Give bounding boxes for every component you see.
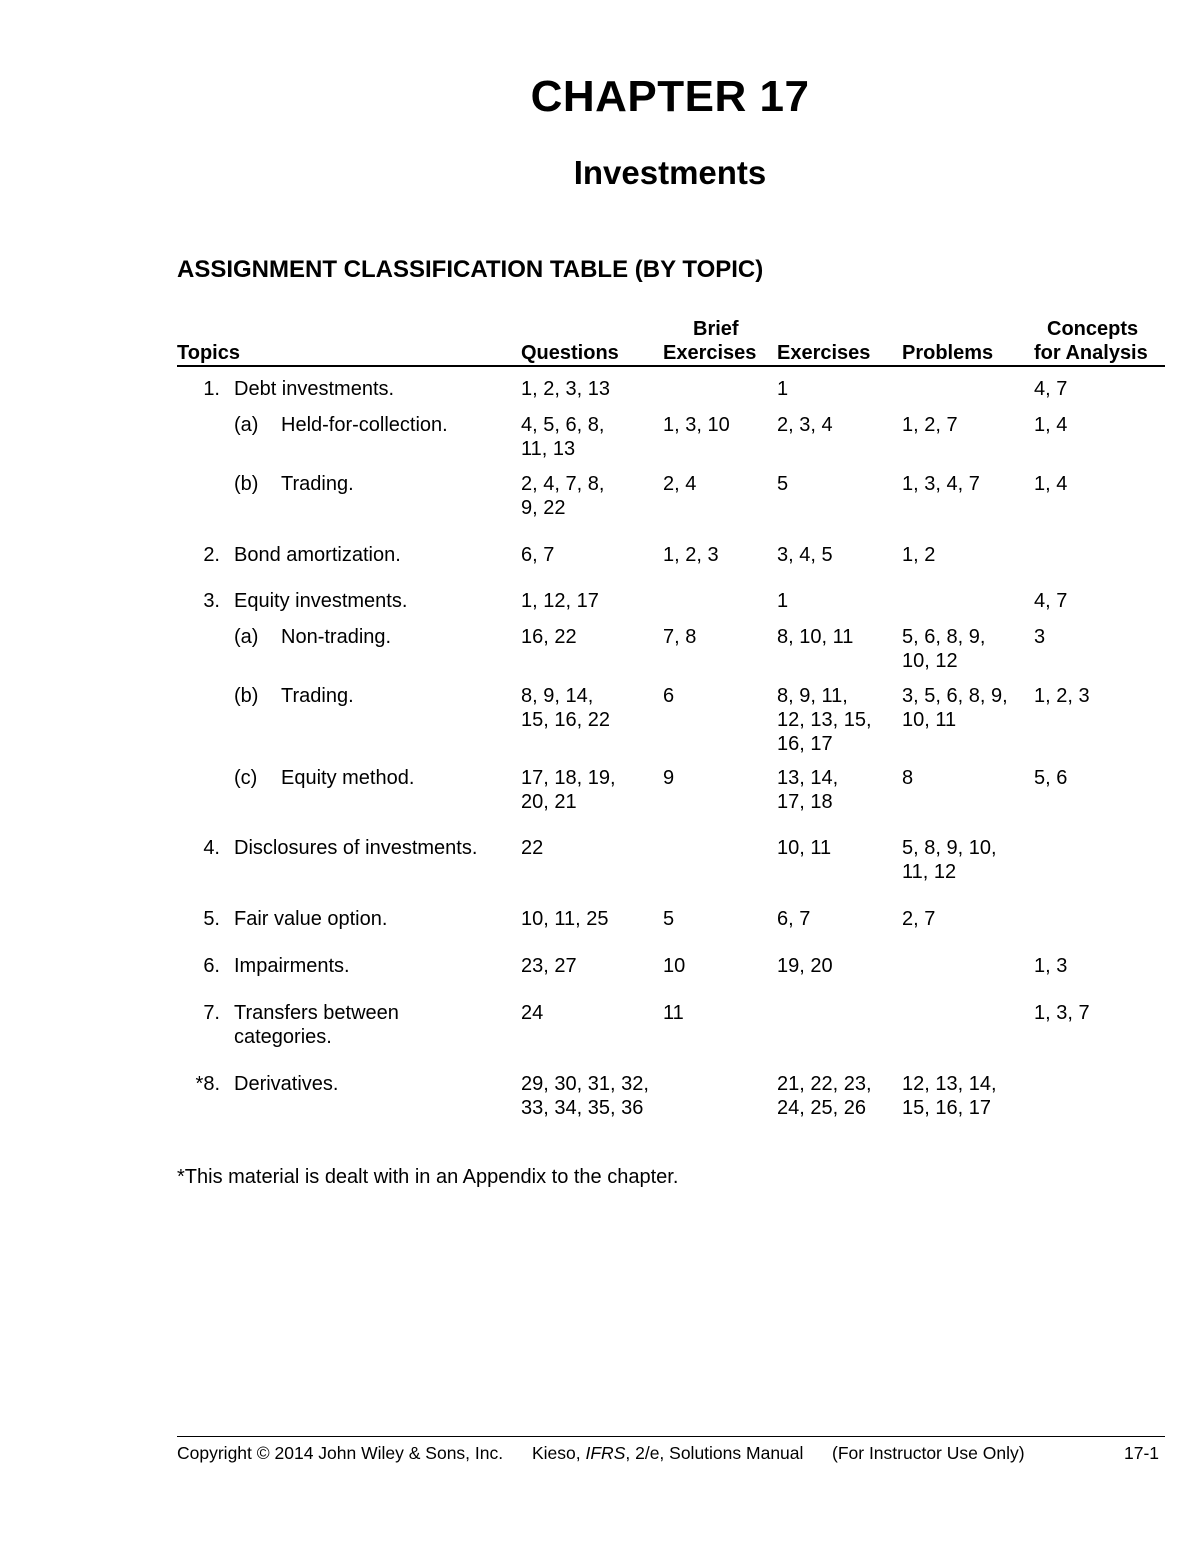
- subtopic-letter: (c): [234, 767, 258, 789]
- footer-book: [532, 1443, 803, 1464]
- cell-problems: 5, 6, 8, 9, 10, 12: [902, 626, 986, 672]
- header-rule: [177, 365, 1165, 367]
- cell-exercises: 21, 22, 23, 24, 25, 26: [777, 1073, 872, 1119]
- cell-exercises: 19, 20: [777, 955, 833, 977]
- cell-questions: 10, 11, 25: [521, 908, 609, 930]
- col-header-exercises: Exercises: [777, 342, 871, 364]
- cell-concepts-for-analysis: 1, 3, 7: [1034, 1002, 1090, 1024]
- topic-number: 7.: [203, 1002, 220, 1024]
- cell-concepts-for-analysis: 3: [1034, 626, 1046, 648]
- footer-rule: [177, 1436, 1165, 1437]
- appendix-footnote: *This material is dealt with in an Appendix to the chapter.: [177, 1166, 679, 1188]
- cell-brief-exercises: 10: [663, 955, 686, 977]
- cell-exercises: 1: [777, 590, 789, 612]
- topic-label: Disclosures of investments.: [234, 837, 478, 859]
- cell-concepts-for-analysis: 4, 7: [1034, 590, 1068, 612]
- topic-label: Equity investments.: [234, 590, 408, 612]
- cell-concepts-for-analysis: 1, 2, 3: [1034, 685, 1090, 707]
- cell-questions: 1, 12, 17: [521, 590, 599, 612]
- footer-edition: , 2/e, Solutions Manual: [625, 1443, 804, 1463]
- topic-label: Derivatives.: [234, 1073, 339, 1095]
- topic-label: Fair value option.: [234, 908, 388, 930]
- topic-number: 1.: [203, 378, 220, 400]
- chapter-title: CHAPTER 17: [530, 72, 810, 121]
- cell-concepts-for-analysis: 1, 4: [1034, 473, 1068, 495]
- cell-exercises: 1: [777, 378, 789, 400]
- cell-questions: 6, 7: [521, 544, 555, 566]
- cell-problems: 1, 3, 4, 7: [902, 473, 980, 495]
- subtopic-letter: (b): [234, 685, 259, 707]
- cell-concepts-for-analysis: 4, 7: [1034, 378, 1068, 400]
- cell-exercises: 13, 14, 17, 18: [777, 767, 839, 813]
- col-header-brief-top: Brief: [693, 318, 739, 340]
- cell-brief-exercises: 6: [663, 685, 675, 707]
- cell-brief-exercises: 1, 2, 3: [663, 544, 719, 566]
- topic-label: Trading.: [281, 473, 354, 495]
- cell-brief-exercises: 7, 8: [663, 626, 697, 648]
- col-header-concepts-bottom: for Analysis: [1034, 342, 1148, 364]
- cell-exercises: 5: [777, 473, 789, 495]
- cell-brief-exercises: 1, 3, 10: [663, 414, 730, 436]
- footer-author: Kieso,: [532, 1443, 586, 1463]
- topic-label: Transfers between categories.: [234, 1002, 399, 1048]
- cell-exercises: 3, 4, 5: [777, 544, 833, 566]
- cell-questions: 2, 4, 7, 8, 9, 22: [521, 473, 605, 519]
- cell-brief-exercises: 5: [663, 908, 675, 930]
- subtopic-letter: (a): [234, 626, 259, 648]
- cell-problems: 8: [902, 767, 914, 789]
- footer-copyright: Copyright © 2014 John Wiley & Sons, Inc.: [177, 1443, 504, 1463]
- topic-number: *8.: [195, 1073, 220, 1095]
- cell-problems: 3, 5, 6, 8, 9, 10, 11: [902, 685, 1008, 731]
- cell-concepts-for-analysis: 5, 6: [1034, 767, 1068, 789]
- cell-exercises: 10, 11: [777, 837, 832, 859]
- subtopic-letter: (a): [234, 414, 259, 436]
- cell-exercises: 8, 10, 11: [777, 626, 854, 648]
- cell-questions: 8, 9, 14, 15, 16, 22: [521, 685, 610, 731]
- cell-problems: 2, 7: [902, 908, 936, 930]
- col-header-brief-bottom: Exercises: [663, 342, 757, 364]
- section-heading: ASSIGNMENT CLASSIFICATION TABLE (BY TOPIC): [177, 256, 764, 283]
- topic-label: Non-trading.: [281, 626, 392, 648]
- cell-concepts-for-analysis: 1, 3: [1034, 955, 1068, 977]
- topic-number: 5.: [203, 908, 220, 930]
- footer-usage: (For Instructor Use Only): [832, 1443, 1025, 1463]
- col-header-topics: Topics: [177, 342, 240, 364]
- cell-exercises: 2, 3, 4: [777, 414, 833, 436]
- topic-label: Debt investments.: [234, 378, 395, 400]
- cell-problems: 1, 2, 7: [902, 414, 958, 436]
- cell-problems: 12, 13, 14, 15, 16, 17: [902, 1073, 997, 1119]
- cell-problems: 1, 2: [902, 544, 936, 566]
- topic-label: Impairments.: [234, 955, 350, 977]
- topic-label: Held-for-collection.: [281, 414, 448, 436]
- topic-number: 4.: [203, 837, 220, 859]
- cell-exercises: 8, 9, 11, 12, 13, 15, 16, 17: [777, 685, 872, 755]
- cell-questions: 4, 5, 6, 8, 11, 13: [521, 414, 605, 460]
- cell-questions: 23, 27: [521, 955, 577, 977]
- topic-label: Equity method.: [281, 767, 415, 789]
- cell-questions: 1, 2, 3, 13: [521, 378, 610, 400]
- topic-number: 2.: [203, 544, 220, 566]
- col-header-concepts-top: Concepts: [1047, 318, 1139, 340]
- cell-brief-exercises: 2, 4: [663, 473, 697, 495]
- topic-label: Trading.: [281, 685, 354, 707]
- cell-concepts-for-analysis: 1, 4: [1034, 414, 1068, 436]
- cell-questions: 24: [521, 1002, 544, 1024]
- topic-number: 3.: [203, 590, 220, 612]
- cell-questions: 22: [521, 837, 544, 859]
- footer-book-title: IFRS: [585, 1443, 626, 1463]
- cell-questions: 16, 22: [521, 626, 577, 648]
- col-header-questions: Questions: [521, 342, 619, 364]
- footer-page-number: 17-1: [1124, 1443, 1160, 1463]
- cell-problems: 5, 8, 9, 10, 11, 12: [902, 837, 997, 883]
- chapter-subtitle: Investments: [573, 154, 767, 191]
- subtopic-letter: (b): [234, 473, 259, 495]
- cell-exercises: 6, 7: [777, 908, 811, 930]
- cell-questions: 17, 18, 19, 20, 21: [521, 767, 616, 813]
- cell-brief-exercises: 9: [663, 767, 675, 789]
- topic-number: 6.: [203, 955, 220, 977]
- cell-brief-exercises: 11: [663, 1002, 684, 1024]
- col-header-problems: Problems: [902, 342, 994, 364]
- topic-label: Bond amortization.: [234, 544, 401, 566]
- cell-questions: 29, 30, 31, 32, 33, 34, 35, 36: [521, 1073, 649, 1119]
